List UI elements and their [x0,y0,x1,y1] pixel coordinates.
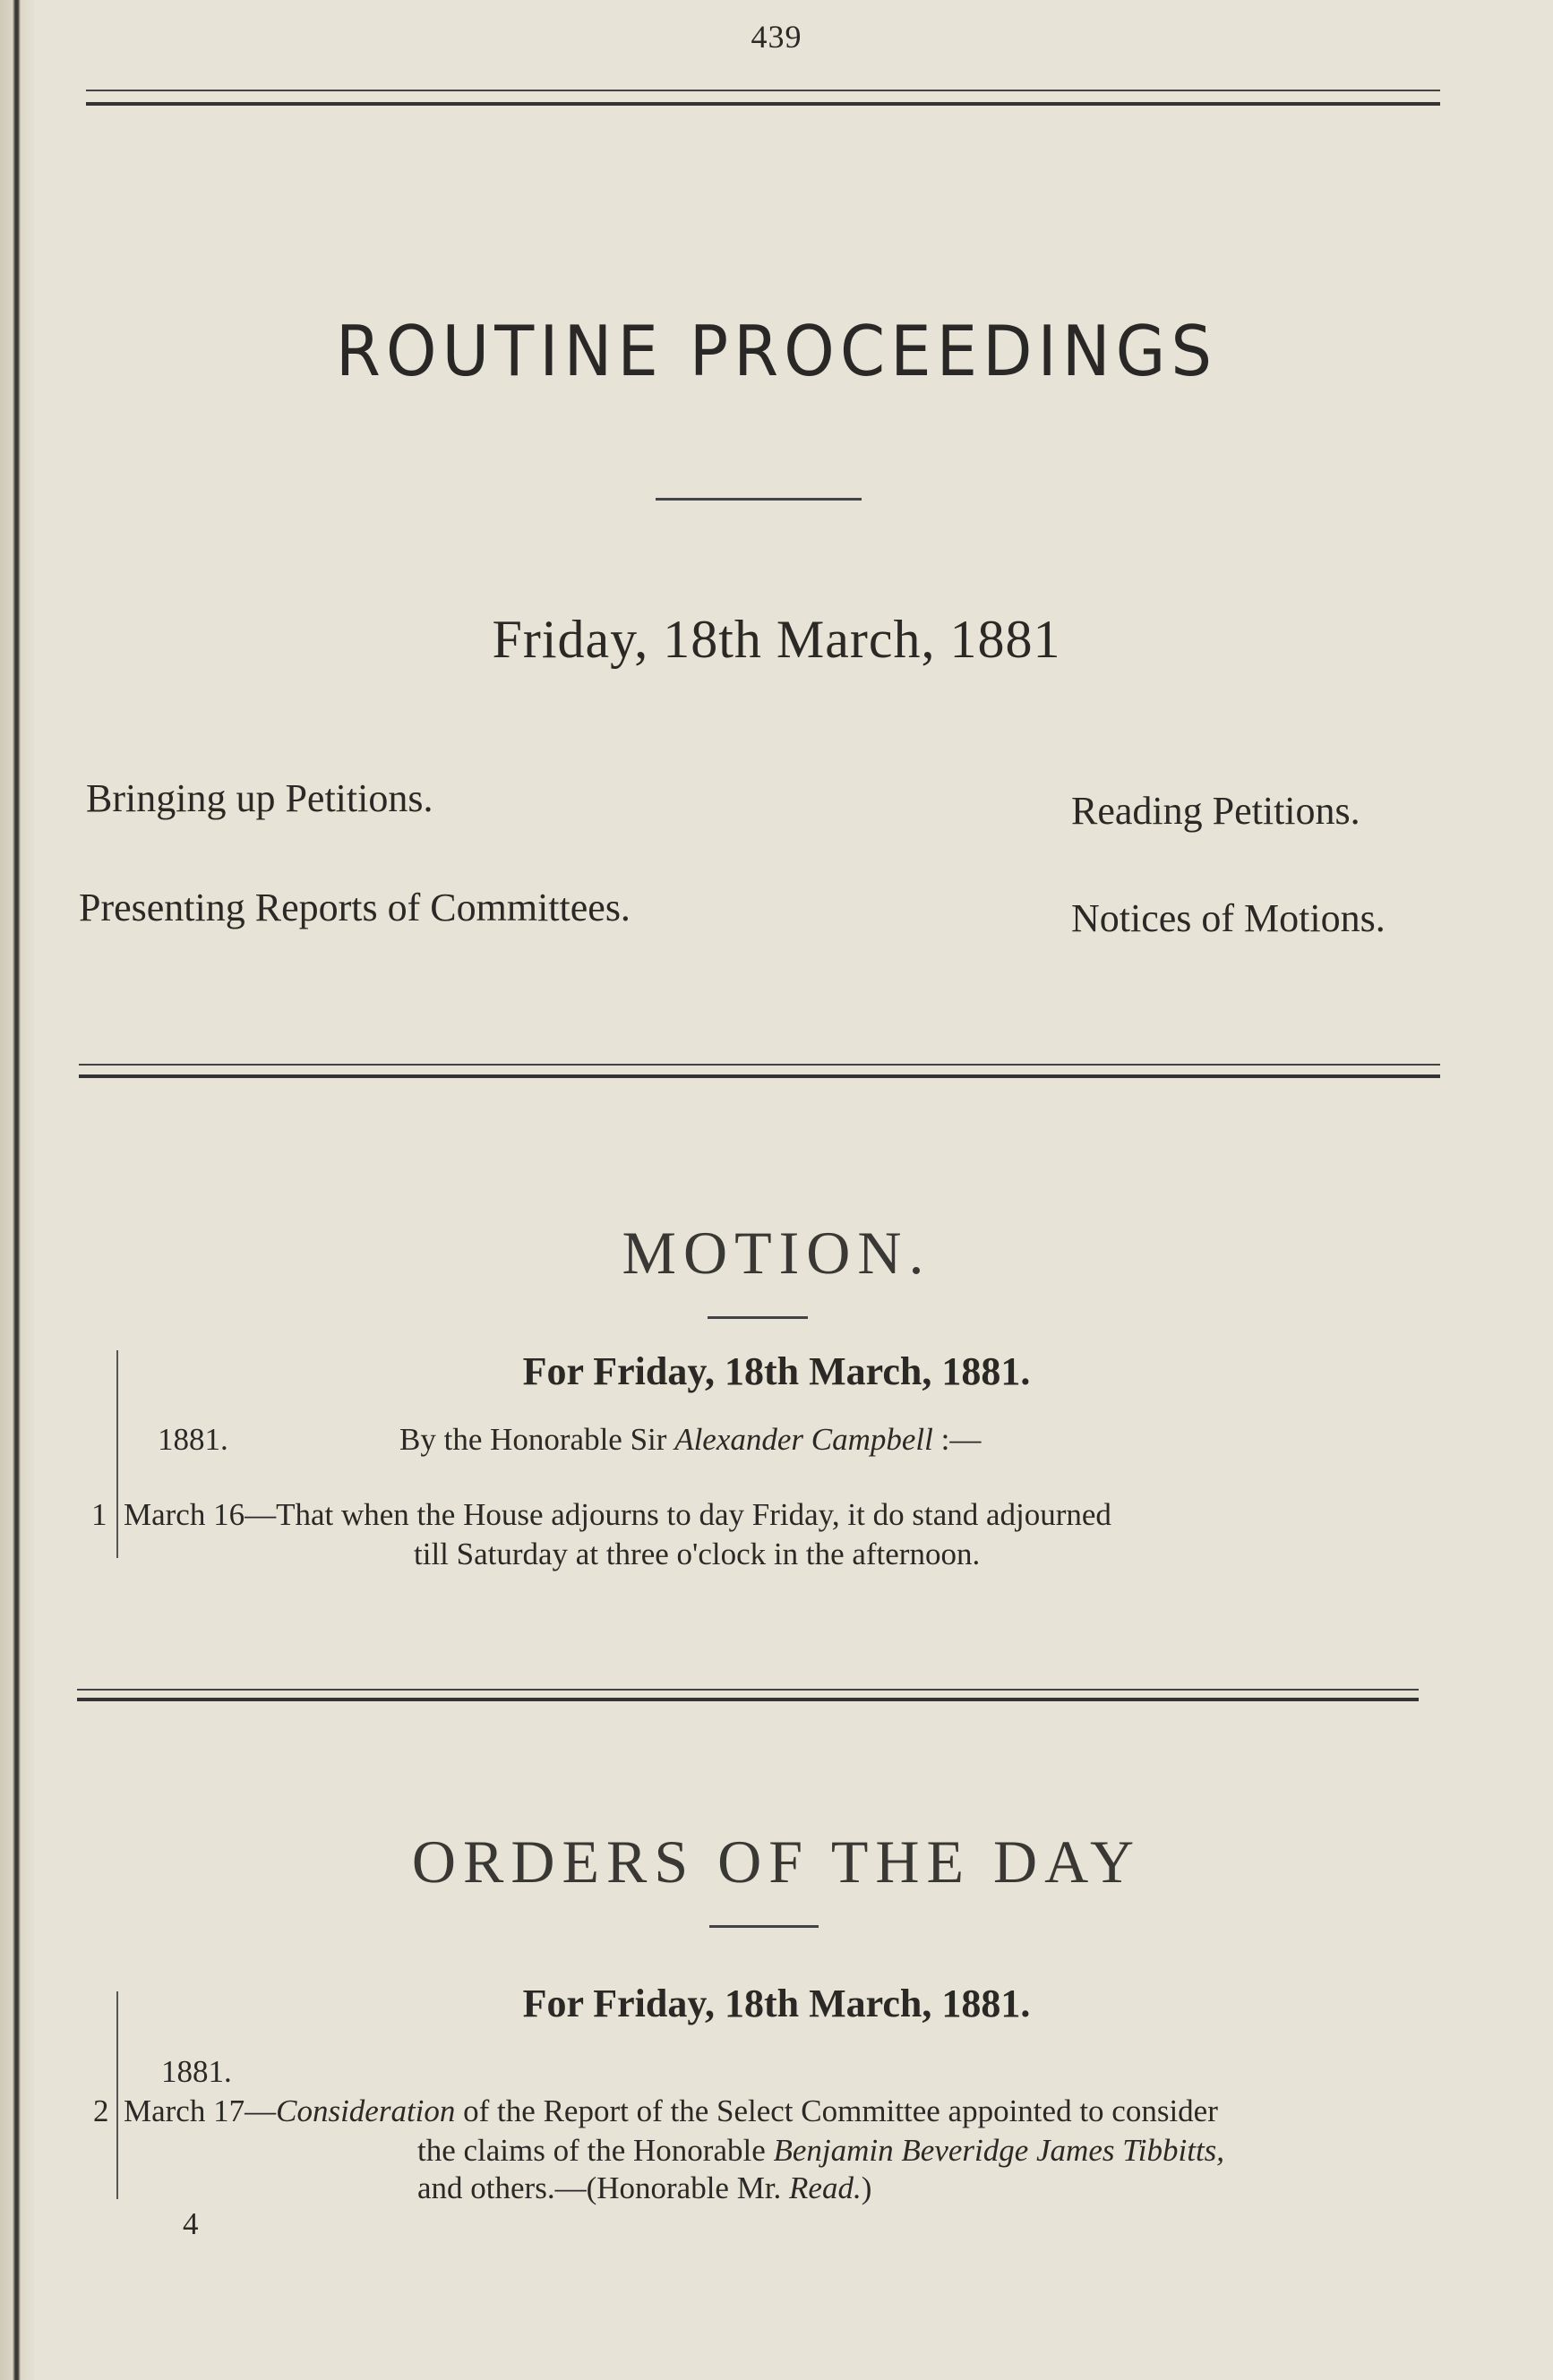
orders-item-dash: — [245,2093,277,2128]
motion-for-line: For Friday, 18th March, 1881. [522,1349,1031,1393]
routine-reading-petitions: Reading Petitions. [1071,789,1360,833]
top-rule-thin [86,90,1440,91]
routine-rule-thick [79,1074,1440,1078]
motion-by-name: Alexander Campbell [674,1422,933,1457]
orders-item-line1 [124,2090,1218,2133]
orders-margin-bar [116,1991,118,2199]
orders-item-date: March 17 [124,2093,245,2128]
orders-item-line3 [417,2167,871,2210]
orders-item-text-line1-rest: of the Report of the Select Committee appointed to consider [455,2093,1218,2128]
routine-notices-of-motions: Notices of Motions. [1071,896,1386,940]
orders-item-text-line3-name: Read. [789,2170,862,2205]
orders-item-consideration: Consideration [276,2093,456,2128]
orders-divider [709,1925,819,1928]
orders-item-line2 [417,2129,1224,2172]
top-rule-thick [86,102,1440,106]
orders-item-number: 2 [93,2093,109,2128]
motion-item-number: 1 [91,1497,107,1532]
orders-item-text-line3-pre: and others.—(Honorable Mr. [417,2170,790,2205]
motion-heading: MOTION. [622,1219,931,1287]
motion-margin-bar [116,1350,118,1558]
orders-for-line: For Friday, 18th March, 1881. [522,1982,1031,2025]
motion-divider [708,1316,808,1319]
motion-by-prefix: By the Honorable Sir [399,1422,675,1457]
motion-year: 1881. [158,1422,228,1457]
motion-by-line [399,1418,981,1461]
orders-item-text-line2-name: Benjamin Beveridge James Tibbitts, [773,2133,1225,2168]
motion-item-line1 [124,1494,1111,1537]
orders-heading: ORDERS OF THE DAY [411,1828,1142,1896]
motion-rule-thick [77,1698,1419,1701]
page-number: 439 [751,19,802,55]
date-heading: Friday, 18th March, 1881 [492,610,1061,669]
orders-item-text-line2-pre: the claims of the Honorable [417,2133,774,2168]
routine-rule-thin [79,1064,1440,1066]
motion-rule-thin [77,1689,1419,1691]
motion-item-text-line1: —That when the House adjourns to day Friday, it do stand adjourned [245,1497,1111,1532]
motion-item-text-line2: till Saturday at three o'clock in the afternoon. [414,1537,981,1571]
page-title: ROUTINE PROCEEDINGS [335,310,1218,392]
orders-item-text-line3-post: ) [861,2170,872,2205]
motion-item-date: March 16 [124,1497,245,1532]
orders-year: 1881. [161,2054,232,2089]
title-divider [656,498,862,501]
routine-presenting-reports: Presenting Reports of Committees. [79,886,631,929]
routine-bringing-up-petitions: Bringing up Petitions. [86,776,433,820]
motion-by-suffix: :— [932,1422,982,1457]
footer-signature-number: 4 [183,2206,199,2241]
